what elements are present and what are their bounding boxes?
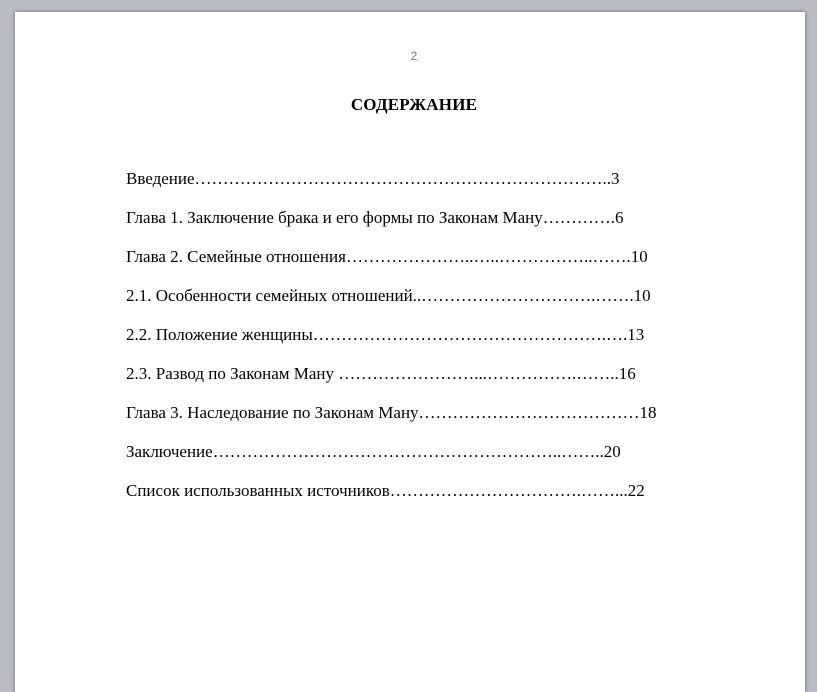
- page-number: 2: [410, 49, 418, 63]
- toc-entry-introduction: Введение………………………………………………………………..3: [126, 169, 620, 188]
- toc-title: СОДЕРЖАНИЕ: [350, 95, 478, 114]
- toc-entry-references: Список использованных источников…………………………….……...22: [126, 481, 645, 500]
- toc-entry-chapter-1: Глава 1. Заключение брака и его формы по Законам Ману………….6: [126, 208, 624, 227]
- table-of-contents: [126, 168, 657, 519]
- toc-entry-chapter-2: Глава 2. Семейные отношения…………………..…..……………..…….10: [126, 247, 648, 266]
- toc-entry-section-2-1: 2.1. Особенности семейных отношений..………………………….…….10: [126, 286, 651, 305]
- toc-entry-conclusion: Заключение……………………………………………………..……..20: [126, 442, 621, 461]
- toc-entry-section-2-3: 2.3. Развод по Законам Ману ……………………...…………….……..16: [126, 364, 636, 383]
- toc-entry-section-2-2: 2.2. Положение женщины…………………………………………….….13: [126, 325, 645, 344]
- toc-entry-chapter-3: Глава 3. Наследование по Законам Ману…………………………………18: [126, 403, 657, 422]
